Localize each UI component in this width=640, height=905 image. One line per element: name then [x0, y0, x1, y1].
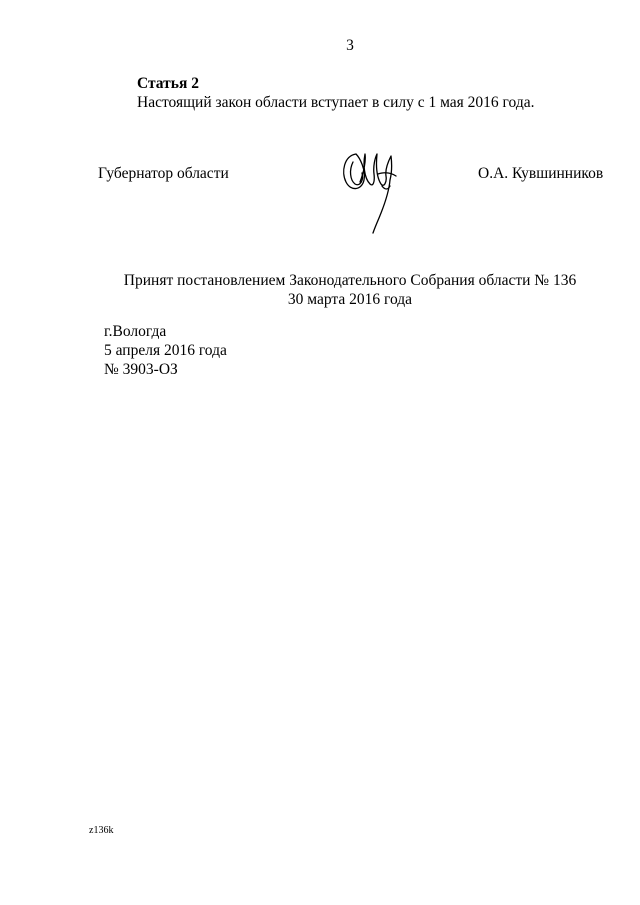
- page-number: 3: [346, 37, 354, 54]
- place-date-block: [104, 322, 227, 379]
- article-text: Настоящий закон области вступает в силу с 1 мая 2016 года.: [137, 94, 535, 111]
- signature-icon: [338, 146, 404, 234]
- document-code: z136k: [89, 825, 114, 836]
- governor-name: О.А. Кувшинников: [478, 165, 604, 182]
- adoption-date: 30 марта 2016 года: [287, 291, 413, 308]
- adoption-resolution: Принят постановлением Законодательного Собрания области № 136: [123, 272, 577, 289]
- adoption-block: [0, 271, 640, 309]
- place-date: 5 апреля 2016 года: [104, 342, 227, 359]
- law-number: № 3903-ОЗ: [104, 361, 178, 378]
- article-heading: Статья 2: [137, 75, 199, 92]
- place-city: г.Вологда: [104, 323, 167, 340]
- governor-title: Губернатор области: [98, 165, 229, 182]
